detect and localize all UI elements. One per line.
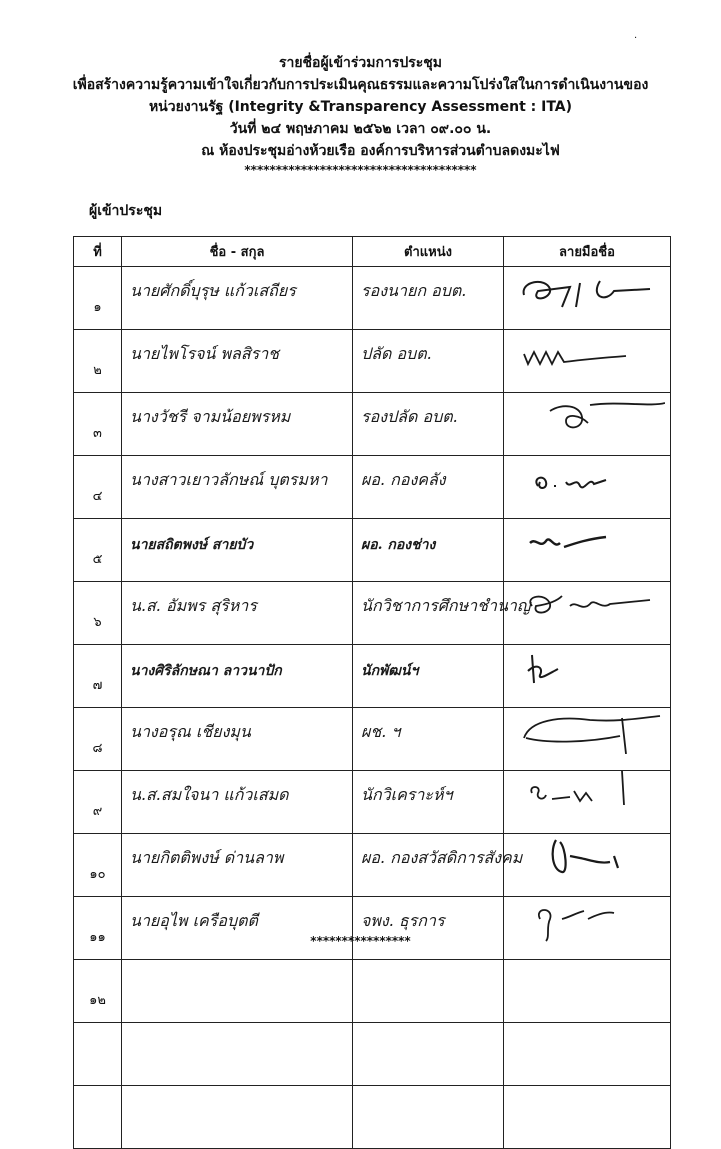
- attendee-position: นักพัฒน์ฯ: [361, 663, 419, 679]
- position-cell: [353, 393, 504, 456]
- row-number: ๓: [74, 393, 122, 456]
- name-cell: [122, 645, 353, 708]
- col-header-name: ชื่อ - สกุล: [122, 237, 353, 267]
- position-cell: [353, 519, 504, 582]
- col-header-signature: ลายมือชื่อ: [504, 237, 671, 267]
- attendee-position: ผอ. กองช่าง: [361, 537, 436, 553]
- name-cell: [122, 456, 353, 519]
- position-cell: [353, 897, 504, 960]
- name-cell: [122, 267, 353, 330]
- signature-cell: [504, 834, 671, 897]
- signature-image: [510, 834, 665, 880]
- position-cell: [353, 708, 504, 771]
- row-number: ๑: [74, 267, 122, 330]
- row-number: ๘: [74, 708, 122, 771]
- signature-cell: [504, 1086, 671, 1149]
- name-cell: [122, 582, 353, 645]
- name-cell: [122, 834, 353, 897]
- row-number: ๙: [74, 771, 122, 834]
- attendee-name: นายกิตติพงษ์ ด่านลาพ: [130, 848, 284, 867]
- name-cell: [122, 1086, 353, 1149]
- attendee-position: ผอ. กองสวัสดิการสังคม: [361, 848, 523, 867]
- attendee-position: ผช. ฯ: [361, 722, 401, 741]
- row-number: ๖: [74, 582, 122, 645]
- attendee-name: น.ส. อัมพร สุริหาร: [130, 596, 257, 615]
- signature-cell: [504, 330, 671, 393]
- name-cell: [122, 960, 353, 1023]
- position-cell: [353, 330, 504, 393]
- document-header: [0, 52, 721, 178]
- table-row: [74, 897, 671, 960]
- attendee-name: นางอรุณ เชียงมุน: [130, 722, 251, 741]
- signature-cell: [504, 771, 671, 834]
- row-number: ๗: [74, 645, 122, 708]
- table-row: [74, 834, 671, 897]
- col-header-position: ตำแหน่ง: [353, 237, 504, 267]
- attendee-position: ผอ. กองคลัง: [361, 470, 446, 489]
- attendee-position: นักวิเคราะห์ฯ: [361, 785, 453, 804]
- signature-image: [510, 771, 665, 817]
- signature-cell: [504, 960, 671, 1023]
- position-cell: [353, 456, 504, 519]
- signature-cell: [504, 645, 671, 708]
- signature-cell: [504, 708, 671, 771]
- attendees-label: ผู้เข้าประชุม: [89, 203, 163, 219]
- signature-image: [510, 519, 665, 565]
- attendee-name: นางศิริลักษณา ลาวนาปัก: [130, 663, 282, 679]
- position-cell: [353, 771, 504, 834]
- table-row: [74, 267, 671, 330]
- signature-cell: [504, 897, 671, 960]
- agency-line: หน่วยงานรัฐ (Integrity &Transparency Assessment : ITA): [148, 99, 573, 115]
- name-cell: [122, 897, 353, 960]
- signature-image: [510, 330, 665, 376]
- date-line: วันที่ ๒๔ พฤษภาคม ๒๕๖๒ เวลา ๐๙.๐๐ น.: [229, 121, 492, 137]
- name-cell: [122, 708, 353, 771]
- table-row: [74, 582, 671, 645]
- header-divider: *************************************: [244, 163, 477, 177]
- attendee-name: นายไพโรจน์ พลสิราช: [130, 344, 280, 363]
- attendee-name: นายศักดิ์บุรุษ แก้วเสถียร: [130, 281, 296, 300]
- table-row: [74, 960, 671, 1023]
- position-cell: [353, 834, 523, 897]
- signature-cell: [504, 267, 671, 330]
- attendee-position: จพง. ธุรการ: [361, 911, 445, 930]
- attendee-name: นางสาวเยาวลักษณ์ บุตรมหา: [130, 470, 328, 489]
- table-header-row: [74, 237, 671, 267]
- attendee-name: นางวัชรี จามน้อยพรหม: [130, 407, 291, 426]
- name-cell: [122, 771, 353, 834]
- position-cell: [353, 960, 504, 1023]
- signature-cell: [504, 456, 671, 519]
- attendee-position: นักวิชาการศึกษาชำนาญ: [361, 596, 531, 615]
- table-row: [74, 519, 671, 582]
- name-cell: [122, 519, 353, 582]
- signature-cell: [504, 519, 671, 582]
- name-cell: [122, 393, 353, 456]
- signature-image: [510, 645, 665, 691]
- position-cell: [353, 267, 504, 330]
- attendee-name: น.ส.สมใจนา แก้วเสมด: [130, 785, 289, 804]
- row-number: ๑๐: [74, 834, 122, 897]
- table-row: [74, 456, 671, 519]
- attendee-name: นายอุไพ เครือบุตตี: [130, 911, 258, 930]
- row-number: ๕: [74, 519, 122, 582]
- attendee-name: นายสถิตพงษ์ สายบัว: [130, 537, 254, 553]
- signature-image: [510, 456, 665, 502]
- page-dot-mark: .: [634, 30, 638, 41]
- table-row: [74, 1023, 671, 1086]
- attendee-position: รองนายก อบต.: [361, 281, 467, 300]
- attendance-table: [73, 236, 671, 1149]
- row-number: [74, 1086, 122, 1149]
- position-cell: [353, 582, 531, 645]
- col-header-no: ที่: [74, 237, 122, 267]
- table-row: [74, 330, 671, 393]
- position-cell: [353, 1086, 504, 1149]
- venue-line: ณ ห้องประชุมอ่างห้วยเรือ องค์การบริหารส่วนตำบลดงมะไฟ: [201, 143, 560, 159]
- signature-image: [510, 582, 665, 628]
- title-line: รายชื่อผู้เข้าร่วมการประชุม: [278, 55, 443, 71]
- purpose-line: เพื่อสร้างความรู้ความเข้าใจเกี่ยวกับการประเมินคุณธรรมและความโปร่งใสในการดำเนินงานของ: [72, 77, 649, 93]
- table-row: [74, 645, 671, 708]
- footer-divider: ****************: [310, 934, 411, 948]
- signature-cell: [504, 393, 671, 456]
- table-row: [74, 708, 671, 771]
- table-row: [74, 393, 671, 456]
- row-number: [74, 1023, 122, 1086]
- attendee-position: รองปลัด อบต.: [361, 407, 458, 426]
- row-number: ๒: [74, 330, 122, 393]
- position-cell: [353, 645, 504, 708]
- row-number: ๑๒: [74, 960, 122, 1023]
- row-number: ๑๑: [74, 897, 122, 960]
- table-row: [74, 771, 671, 834]
- attendee-position: ปลัด อบต.: [361, 344, 432, 363]
- name-cell: [122, 330, 353, 393]
- table-row: [74, 1086, 671, 1149]
- name-cell: [122, 1023, 353, 1086]
- signature-image: [510, 708, 665, 754]
- position-cell: [353, 1023, 504, 1086]
- row-number: ๔: [74, 456, 122, 519]
- signature-image: [510, 393, 665, 439]
- signature-image: [510, 267, 665, 313]
- signature-cell: [504, 582, 671, 645]
- signature-cell: [504, 1023, 671, 1086]
